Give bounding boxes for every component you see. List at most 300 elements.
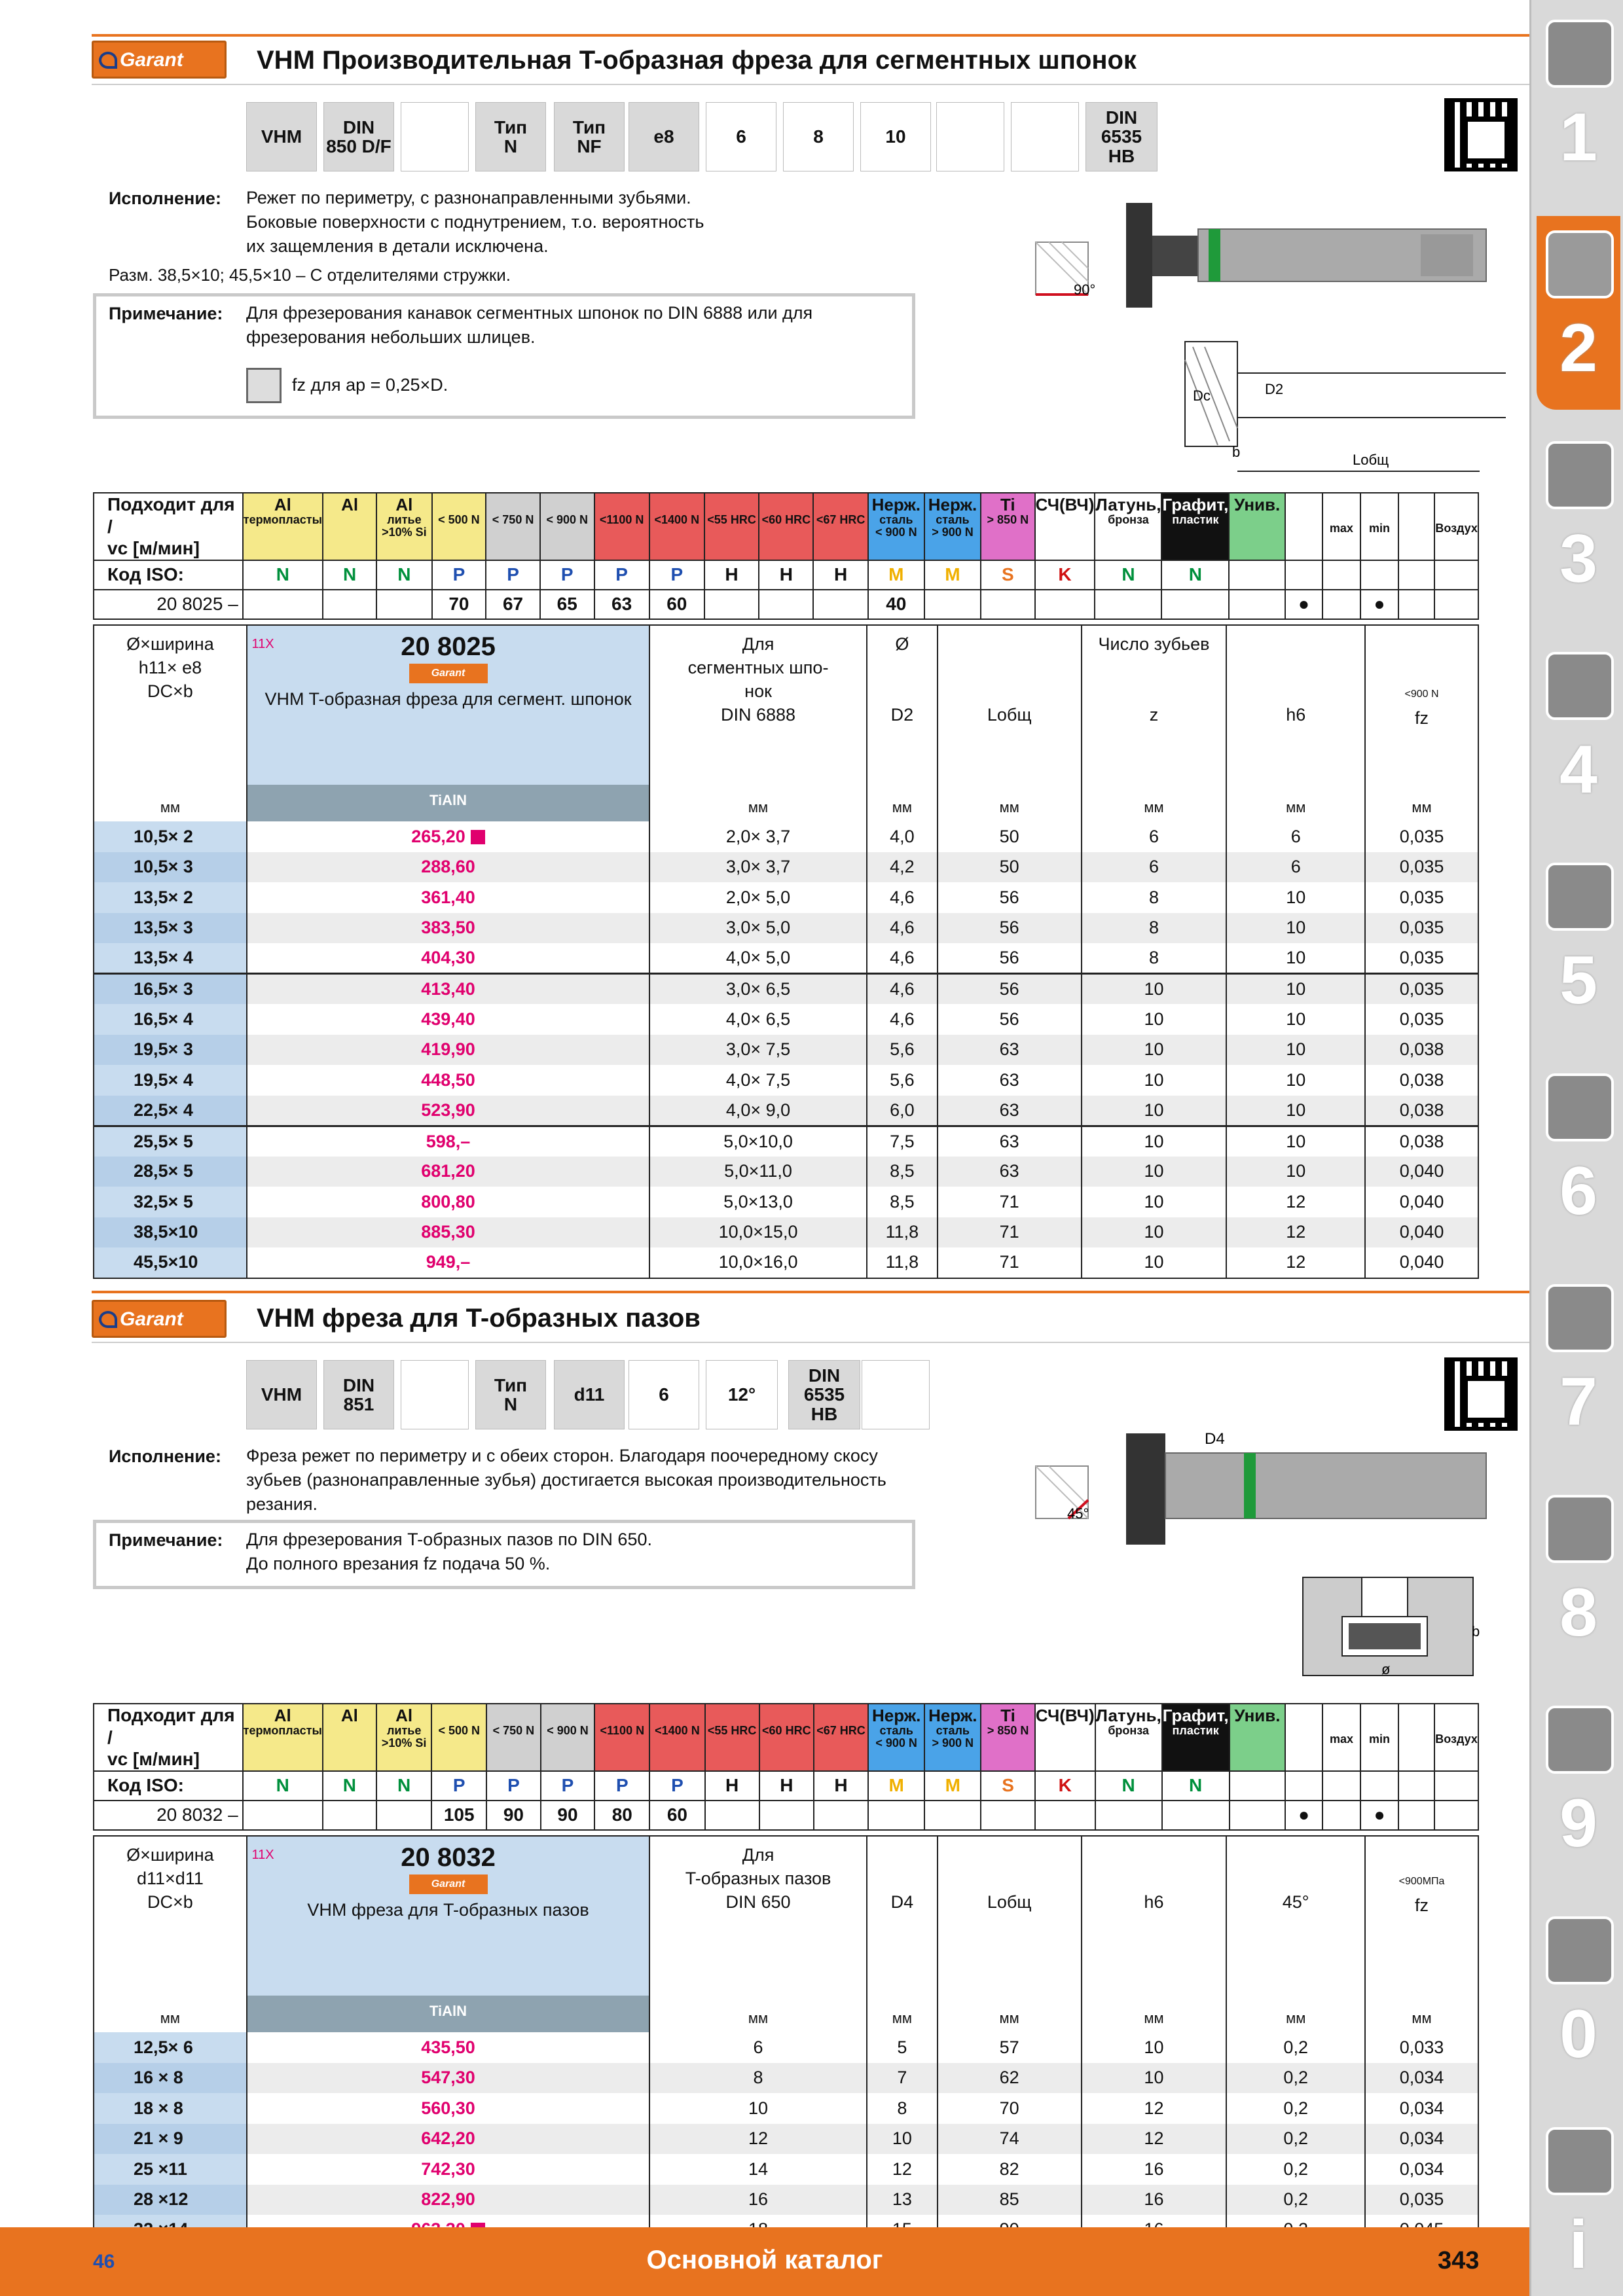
iso-code: H bbox=[704, 560, 759, 590]
table-row[interactable] bbox=[94, 1004, 1478, 1035]
right-page-number: 343 bbox=[1438, 2247, 1480, 2274]
price-cell: 885,30 bbox=[247, 1217, 649, 1248]
value-cell: 6 bbox=[1082, 821, 1227, 852]
iso-label: Код ISO: bbox=[94, 1771, 243, 1801]
value-cell: 0,034 bbox=[1365, 2124, 1478, 2155]
spec-icon: e8 bbox=[629, 102, 699, 171]
suitability-table-2 bbox=[93, 1703, 1479, 1831]
coolant-mark bbox=[1434, 1801, 1478, 1830]
value-cell: 0,040 bbox=[1365, 1217, 1478, 1248]
vc-value: 63 bbox=[594, 590, 649, 619]
material-cell: Al bbox=[323, 1704, 376, 1771]
sidebar-tab-1[interactable] bbox=[1537, 5, 1620, 199]
wrench-screwdriver-icon bbox=[1546, 1073, 1614, 1141]
coolant-mark: ● bbox=[1360, 590, 1398, 619]
table-row[interactable] bbox=[94, 882, 1478, 913]
vc-value bbox=[981, 1801, 1034, 1830]
price-cell: 419,90 bbox=[247, 1035, 649, 1066]
table-row[interactable] bbox=[94, 821, 1478, 852]
coolant-cell bbox=[1398, 493, 1434, 560]
spec-icon: 6 bbox=[706, 102, 776, 171]
material-cell: <55 HRC bbox=[705, 1704, 759, 1771]
vc-value bbox=[924, 1801, 981, 1830]
unit: мм bbox=[1365, 1996, 1478, 2032]
value-cell: 6 bbox=[1082, 852, 1227, 883]
value-cell: 0,035 bbox=[1365, 1004, 1478, 1035]
value-cell: 71 bbox=[938, 1247, 1082, 1278]
suitability-table-1 bbox=[93, 492, 1479, 620]
table-row[interactable] bbox=[94, 913, 1478, 944]
vc-value bbox=[1095, 1801, 1162, 1830]
coolant-cell bbox=[1398, 1704, 1434, 1771]
value-cell: 0,035 bbox=[1365, 943, 1478, 974]
iso-code: M bbox=[868, 560, 924, 590]
value-cell: 16 bbox=[1082, 2154, 1227, 2185]
value-cell: 10 bbox=[1226, 943, 1365, 974]
svg-text:Lобщ: Lобщ bbox=[1353, 452, 1389, 468]
price-cell: 383,50 bbox=[247, 913, 649, 944]
spec-icon: DIN 6535 HB bbox=[1085, 102, 1158, 171]
vc-value bbox=[1095, 590, 1161, 619]
value-cell: 5,6 bbox=[867, 1065, 938, 1096]
size-cell: 13,5× 2 bbox=[94, 882, 247, 913]
material-cell: Al литье >10% Si bbox=[376, 493, 431, 560]
size-cell: 13,5× 3 bbox=[94, 913, 247, 944]
value-cell: 0,035 bbox=[1365, 821, 1478, 852]
vc-value: 60 bbox=[649, 1801, 704, 1830]
vc-value bbox=[924, 590, 981, 619]
vc-value: 65 bbox=[540, 590, 594, 619]
material-cell: Al литье >10% Si bbox=[376, 1704, 431, 1771]
value-cell: 12 bbox=[649, 2124, 867, 2155]
table-row[interactable] bbox=[94, 1065, 1478, 1096]
material-cell: Латунь, бронза bbox=[1095, 493, 1161, 560]
sidebar-tab-7[interactable] bbox=[1537, 1270, 1620, 1463]
coolant-mark: ● bbox=[1285, 1801, 1322, 1830]
article-row-label: 20 8025 – bbox=[94, 590, 243, 619]
value-cell: 5 bbox=[867, 2032, 938, 2063]
unit: мм bbox=[94, 785, 247, 821]
coolant-mark bbox=[1322, 590, 1360, 619]
value-cell: 0,2 bbox=[1226, 2032, 1365, 2063]
unit: мм bbox=[867, 1996, 938, 2032]
value-cell: 0,040 bbox=[1365, 1157, 1478, 1187]
fz-note: fz для ap = 0,25×D. bbox=[292, 375, 448, 395]
value-cell: 10 bbox=[1226, 1096, 1365, 1126]
col-head: Для сегментных шпо- нок DIN 6888 bbox=[649, 625, 867, 785]
unit: мм bbox=[94, 1996, 247, 2032]
value-cell: 10 bbox=[1082, 2032, 1227, 2063]
sidebar-tab-6[interactable] bbox=[1537, 1059, 1620, 1253]
tool-drawing-2 bbox=[1021, 1427, 1506, 1689]
value-cell: 0,2 bbox=[1226, 2154, 1365, 2185]
note-label: Примечание: bbox=[109, 304, 223, 323]
material-cell: Нерж. сталь > 900 N bbox=[924, 493, 981, 560]
value-cell: 0,2 bbox=[1226, 2185, 1365, 2215]
price-cell: 413,40 bbox=[247, 974, 649, 1005]
material-cell: Графит, пластик bbox=[1162, 1704, 1230, 1771]
tool-geometry-icon bbox=[862, 1360, 930, 1429]
sidebar-tab-0[interactable] bbox=[1537, 1902, 1620, 2096]
material-cell: < 900 N bbox=[541, 1704, 595, 1771]
size-cell: 28 ×12 bbox=[94, 2185, 247, 2215]
col-head: 11X 20 8032 Garant VHM фреза для T-образных пазов bbox=[247, 1836, 649, 1996]
material-cell: Латунь, бронза bbox=[1095, 1704, 1162, 1771]
vc-value bbox=[243, 590, 323, 619]
iso-code: M bbox=[924, 1771, 981, 1801]
value-cell: 10 bbox=[1082, 1096, 1227, 1126]
header-line bbox=[92, 34, 1529, 37]
vc-value bbox=[1035, 1801, 1095, 1830]
table-row[interactable] bbox=[94, 1187, 1478, 1217]
vc-value: 70 bbox=[432, 590, 486, 619]
iso-code: H bbox=[705, 1771, 759, 1801]
coolant-cell: Воздух bbox=[1434, 1704, 1478, 1771]
value-cell: 63 bbox=[938, 1126, 1082, 1157]
value-cell: 4,0 bbox=[867, 821, 938, 852]
table-row[interactable] bbox=[94, 2063, 1478, 2094]
price-cell: 822,90 bbox=[247, 2185, 649, 2215]
col-head: Lобщ bbox=[938, 625, 1082, 785]
material-cell: Нерж. сталь > 900 N bbox=[924, 1704, 981, 1771]
unit: мм bbox=[938, 785, 1082, 821]
table-row[interactable] bbox=[94, 943, 1478, 974]
table-row[interactable] bbox=[94, 1096, 1478, 1126]
note-label-2: Примечание: bbox=[109, 1530, 223, 1550]
value-cell: 10 bbox=[1226, 1065, 1365, 1096]
value-cell: 85 bbox=[938, 2185, 1082, 2215]
product-table-1 bbox=[93, 624, 1479, 1279]
value-cell: 5,0×11,0 bbox=[649, 1157, 867, 1187]
coating-label: TiAlN bbox=[247, 785, 649, 821]
value-cell: 6 bbox=[1226, 852, 1365, 883]
material-cell: <55 HRC bbox=[704, 493, 759, 560]
svg-text:Dc: Dc bbox=[1193, 387, 1211, 404]
value-cell: 0,035 bbox=[1365, 852, 1478, 883]
table-row[interactable] bbox=[94, 1217, 1478, 1248]
value-cell: 0,2 bbox=[1226, 2124, 1365, 2155]
price-cell: 642,20 bbox=[247, 2124, 649, 2155]
iso-code: P bbox=[649, 1771, 704, 1801]
table-row[interactable] bbox=[94, 1157, 1478, 1187]
size-cell: 25 ×11 bbox=[94, 2154, 247, 2185]
value-cell: 8,5 bbox=[867, 1187, 938, 1217]
value-cell: 12 bbox=[1226, 1247, 1365, 1278]
material-cell: Графит, пластик bbox=[1161, 493, 1229, 560]
vc-value bbox=[705, 1801, 759, 1830]
value-cell: 0,035 bbox=[1365, 882, 1478, 913]
vc-value: 60 bbox=[649, 590, 704, 619]
value-cell: 10 bbox=[1226, 882, 1365, 913]
value-cell: 13 bbox=[867, 2185, 938, 2215]
value-cell: 5,0×10,0 bbox=[649, 1126, 867, 1157]
table-row[interactable] bbox=[94, 2093, 1478, 2124]
value-cell: 16 bbox=[1082, 2185, 1227, 2215]
material-cell: <60 HRC bbox=[759, 1704, 814, 1771]
table-row[interactable] bbox=[94, 2185, 1478, 2215]
iso-blank bbox=[1285, 1771, 1322, 1801]
unit: мм bbox=[938, 1996, 1082, 2032]
sidebar-tab-number: i bbox=[1569, 2207, 1588, 2283]
iso-blank bbox=[1285, 560, 1322, 590]
material-cell: <1400 N bbox=[649, 1704, 704, 1771]
material-cell: <1100 N bbox=[594, 1704, 649, 1771]
value-cell: 0,2 bbox=[1226, 2063, 1365, 2094]
iso-code: N bbox=[1162, 1771, 1230, 1801]
value-cell: 0,038 bbox=[1365, 1035, 1478, 1066]
material-cell: СЧ(ВЧ) bbox=[1035, 493, 1095, 560]
price-cell: 265,20 bbox=[247, 821, 649, 852]
value-cell: 56 bbox=[938, 882, 1082, 913]
vc-value bbox=[1162, 1801, 1230, 1830]
value-cell: 7 bbox=[867, 2063, 938, 2094]
material-cell: Ti > 850 N bbox=[981, 493, 1035, 560]
value-cell: 56 bbox=[938, 913, 1082, 944]
col-head: Ø×ширина h11× e8 DC×b bbox=[94, 625, 247, 785]
value-cell: 4,6 bbox=[867, 913, 938, 944]
sidebar-tab-number: 9 bbox=[1559, 1785, 1597, 1861]
caliper-icon bbox=[1546, 652, 1614, 720]
value-cell: 0,040 bbox=[1365, 1187, 1478, 1217]
sidebar-tab-number: 5 bbox=[1559, 942, 1597, 1018]
value-cell: 82 bbox=[938, 2154, 1082, 2185]
size-note: Разм. 38,5×10; 45,5×10 – С отделителями стружки. bbox=[109, 265, 511, 285]
price-cell: 404,30 bbox=[247, 943, 649, 974]
iso-code: N bbox=[1095, 1771, 1162, 1801]
spec-icon: 12° bbox=[706, 1360, 778, 1429]
value-cell: 10,0×15,0 bbox=[649, 1217, 867, 1248]
vc-value bbox=[376, 1801, 431, 1830]
price-cell: 949,– bbox=[247, 1247, 649, 1278]
iso-blank bbox=[1322, 560, 1360, 590]
size-cell: 32,5× 5 bbox=[94, 1187, 247, 1217]
value-cell: 3,0× 6,5 bbox=[649, 974, 867, 1005]
table-row[interactable] bbox=[94, 1126, 1478, 1157]
vc-value bbox=[1229, 590, 1285, 619]
value-cell: 10 bbox=[1082, 2063, 1227, 2094]
value-cell: 12 bbox=[1082, 2093, 1227, 2124]
sidebar-tab-number: 2 bbox=[1559, 310, 1597, 386]
value-cell: 10 bbox=[1082, 1187, 1227, 1217]
coolant-cell: Воздух bbox=[1434, 493, 1478, 560]
svg-text:b: b bbox=[1232, 444, 1241, 460]
iso-code: M bbox=[924, 560, 981, 590]
value-cell: 10 bbox=[1082, 1157, 1227, 1187]
table-row[interactable] bbox=[94, 852, 1478, 883]
table-row[interactable] bbox=[94, 974, 1478, 1005]
sidebar-tab-2[interactable] bbox=[1537, 216, 1620, 410]
value-cell: 10 bbox=[1082, 1126, 1227, 1157]
size-cell: 12,5× 6 bbox=[94, 2032, 247, 2063]
size-cell: 19,5× 4 bbox=[94, 1065, 247, 1096]
material-cell: <1400 N bbox=[649, 493, 704, 560]
unit: мм bbox=[649, 785, 867, 821]
iso-code: N bbox=[376, 560, 431, 590]
price-cell: 800,80 bbox=[247, 1187, 649, 1217]
safety-glasses-icon bbox=[1546, 1916, 1614, 1984]
value-cell: 12 bbox=[867, 2154, 938, 2185]
note-text: Для фрезерования канавок сегментных шпонок по DIN 6888 или для фрезерования небольших шлицев. bbox=[246, 303, 813, 347]
table-row[interactable] bbox=[94, 2154, 1478, 2185]
coolant-mark bbox=[1398, 590, 1434, 619]
spec-icon: DIN 6535 HB bbox=[788, 1360, 860, 1429]
size-cell: 10,5× 2 bbox=[94, 821, 247, 852]
left-page-number: 46 bbox=[93, 2251, 115, 2272]
coolant-mark: ● bbox=[1360, 1801, 1398, 1830]
iso-code: P bbox=[431, 1771, 486, 1801]
value-cell: 4,0× 6,5 bbox=[649, 1004, 867, 1035]
iso-blank bbox=[1434, 1771, 1478, 1801]
sidebar-tab-number: 1 bbox=[1559, 99, 1597, 175]
execution-text: Режет по периметру, с разнонаправленными зубьями. Боковые поверхности с поднутрением, т.о. вероятность их защемления в детали исключена. bbox=[246, 188, 704, 256]
value-cell: 8 bbox=[1082, 882, 1227, 913]
unit: мм bbox=[1082, 1996, 1227, 2032]
vc-value bbox=[759, 1801, 814, 1830]
chuck-icon bbox=[1546, 441, 1614, 509]
execution-text-2: Фреза режет по периметру и с обеих сторон. Благодаря поочередному скосу зубьев (разнонаправленные зубья) достигается высокая производительность резания. bbox=[246, 1446, 886, 1514]
value-cell: 4,6 bbox=[867, 1004, 938, 1035]
vc-value bbox=[868, 1801, 924, 1830]
grinding-disc-icon bbox=[1546, 863, 1614, 931]
header-underline bbox=[92, 84, 1529, 85]
iso-code: H bbox=[759, 1771, 814, 1801]
sidebar-tab-number: 8 bbox=[1559, 1575, 1597, 1651]
coolant-cell: max bbox=[1322, 493, 1360, 560]
sidebar-tab-4[interactable] bbox=[1537, 637, 1620, 831]
article-row-label: 20 8032 – bbox=[94, 1801, 243, 1830]
svg-text:45°: 45° bbox=[1067, 1505, 1089, 1522]
spec-icon: DIN 850 D/F bbox=[323, 102, 394, 171]
size-cell: 16,5× 4 bbox=[94, 1004, 247, 1035]
qr-code-2[interactable] bbox=[1444, 1357, 1518, 1431]
col-head: Для T-образных пазов DIN 650 bbox=[649, 1836, 867, 1996]
value-cell: 74 bbox=[938, 2124, 1082, 2155]
sidebar-tab-3[interactable] bbox=[1537, 427, 1620, 620]
iso-code: N bbox=[1161, 560, 1229, 590]
table-row[interactable] bbox=[94, 1035, 1478, 1066]
value-cell: 63 bbox=[938, 1096, 1082, 1126]
spec-icon: Тип N bbox=[475, 1360, 546, 1429]
price-cell: 288,60 bbox=[247, 852, 649, 883]
value-cell: 10 bbox=[1226, 974, 1365, 1005]
spec-icon: Тип N bbox=[475, 102, 546, 171]
qr-code-1[interactable] bbox=[1444, 98, 1518, 171]
size-cell: 18 × 8 bbox=[94, 2093, 247, 2124]
value-cell: 4,0× 5,0 bbox=[649, 943, 867, 974]
vc-value bbox=[981, 590, 1035, 619]
execution-label: Исполнение: bbox=[109, 188, 221, 208]
value-cell: 0,033 bbox=[1365, 2032, 1478, 2063]
sidebar-tab-8[interactable] bbox=[1537, 1480, 1620, 1674]
table-row[interactable] bbox=[94, 1247, 1478, 1278]
value-cell: 0,035 bbox=[1365, 913, 1478, 944]
col-head: <900МПа fz bbox=[1365, 1836, 1478, 1996]
tool-geometry-icon bbox=[1011, 102, 1079, 171]
material-cell: <60 HRC bbox=[759, 493, 813, 560]
new-marker bbox=[471, 830, 485, 844]
value-cell: 0,035 bbox=[1365, 2185, 1478, 2215]
col-head: Число зубьев z bbox=[1082, 625, 1227, 785]
value-cell: 10 bbox=[1226, 1035, 1365, 1066]
value-cell: 8 bbox=[1082, 913, 1227, 944]
sidebar-tab-number: 0 bbox=[1559, 1996, 1597, 2072]
value-cell: 0,034 bbox=[1365, 2063, 1478, 2094]
value-cell: 0,038 bbox=[1365, 1126, 1478, 1157]
iso-code: S bbox=[981, 560, 1035, 590]
material-cell: Al bbox=[323, 493, 376, 560]
value-cell: 57 bbox=[938, 2032, 1082, 2063]
material-cell: Нерж. сталь < 900 N bbox=[868, 493, 924, 560]
vc-value bbox=[1161, 590, 1229, 619]
value-cell: 10 bbox=[1082, 1065, 1227, 1096]
value-cell: 8 bbox=[1082, 943, 1227, 974]
sidebar-tab-i[interactable] bbox=[1537, 2113, 1620, 2296]
material-cell: Al термопласты bbox=[243, 1704, 323, 1771]
info-icon bbox=[1546, 2127, 1614, 2195]
garant-logo: Garant bbox=[92, 41, 227, 79]
value-cell: 0,035 bbox=[1365, 974, 1478, 1005]
value-cell: 62 bbox=[938, 2063, 1082, 2094]
iso-blank bbox=[1398, 1771, 1434, 1801]
iso-code: S bbox=[981, 1771, 1034, 1801]
value-cell: 12 bbox=[1082, 2124, 1227, 2155]
iso-code: P bbox=[540, 560, 594, 590]
value-cell: 10 bbox=[649, 2093, 867, 2124]
material-cell: < 750 N bbox=[486, 493, 540, 560]
table-row[interactable] bbox=[94, 2032, 1478, 2063]
table-row[interactable] bbox=[94, 2124, 1478, 2155]
vc-value bbox=[323, 1801, 376, 1830]
vc-value bbox=[323, 590, 376, 619]
vc-value: 90 bbox=[486, 1801, 541, 1830]
iso-code: N bbox=[323, 560, 376, 590]
iso-code: H bbox=[814, 1771, 868, 1801]
value-cell: 56 bbox=[938, 974, 1082, 1005]
size-cell: 22,5× 4 bbox=[94, 1096, 247, 1126]
tool-geometry-icon bbox=[401, 102, 469, 171]
col-head: <900 N fz bbox=[1365, 625, 1478, 785]
material-cell: < 500 N bbox=[431, 1704, 486, 1771]
size-cell: 16 × 8 bbox=[94, 2063, 247, 2094]
value-cell: 0,034 bbox=[1365, 2154, 1478, 2185]
spec-icon: 10 bbox=[860, 102, 931, 171]
material-cell: <67 HRC bbox=[813, 493, 867, 560]
size-cell: 25,5× 5 bbox=[94, 1126, 247, 1157]
sidebar-tab-9[interactable] bbox=[1537, 1691, 1620, 1885]
iso-code: N bbox=[323, 1771, 376, 1801]
value-cell: 12 bbox=[1226, 1217, 1365, 1248]
svg-text:90°: 90° bbox=[1074, 281, 1096, 298]
value-cell: 4,2 bbox=[867, 852, 938, 883]
size-cell: 38,5×10 bbox=[94, 1217, 247, 1248]
sidebar-tab-number: 7 bbox=[1559, 1364, 1597, 1440]
insert-icon bbox=[1546, 230, 1614, 298]
catalog-title: Основной каталог bbox=[646, 2246, 883, 2274]
unit: мм bbox=[1365, 785, 1478, 821]
iso-code: P bbox=[541, 1771, 595, 1801]
value-cell: 12 bbox=[1226, 1187, 1365, 1217]
col-head: 45° bbox=[1226, 1836, 1365, 1996]
vc-value bbox=[1230, 1801, 1286, 1830]
iso-code: N bbox=[1095, 560, 1161, 590]
value-cell: 70 bbox=[938, 2093, 1082, 2124]
size-cell: 19,5× 3 bbox=[94, 1035, 247, 1066]
value-cell: 10 bbox=[1082, 1035, 1227, 1066]
value-cell: 71 bbox=[938, 1217, 1082, 1248]
vc-value: 105 bbox=[431, 1801, 486, 1830]
sidebar-tab-5[interactable] bbox=[1537, 848, 1620, 1042]
value-cell: 63 bbox=[938, 1035, 1082, 1066]
